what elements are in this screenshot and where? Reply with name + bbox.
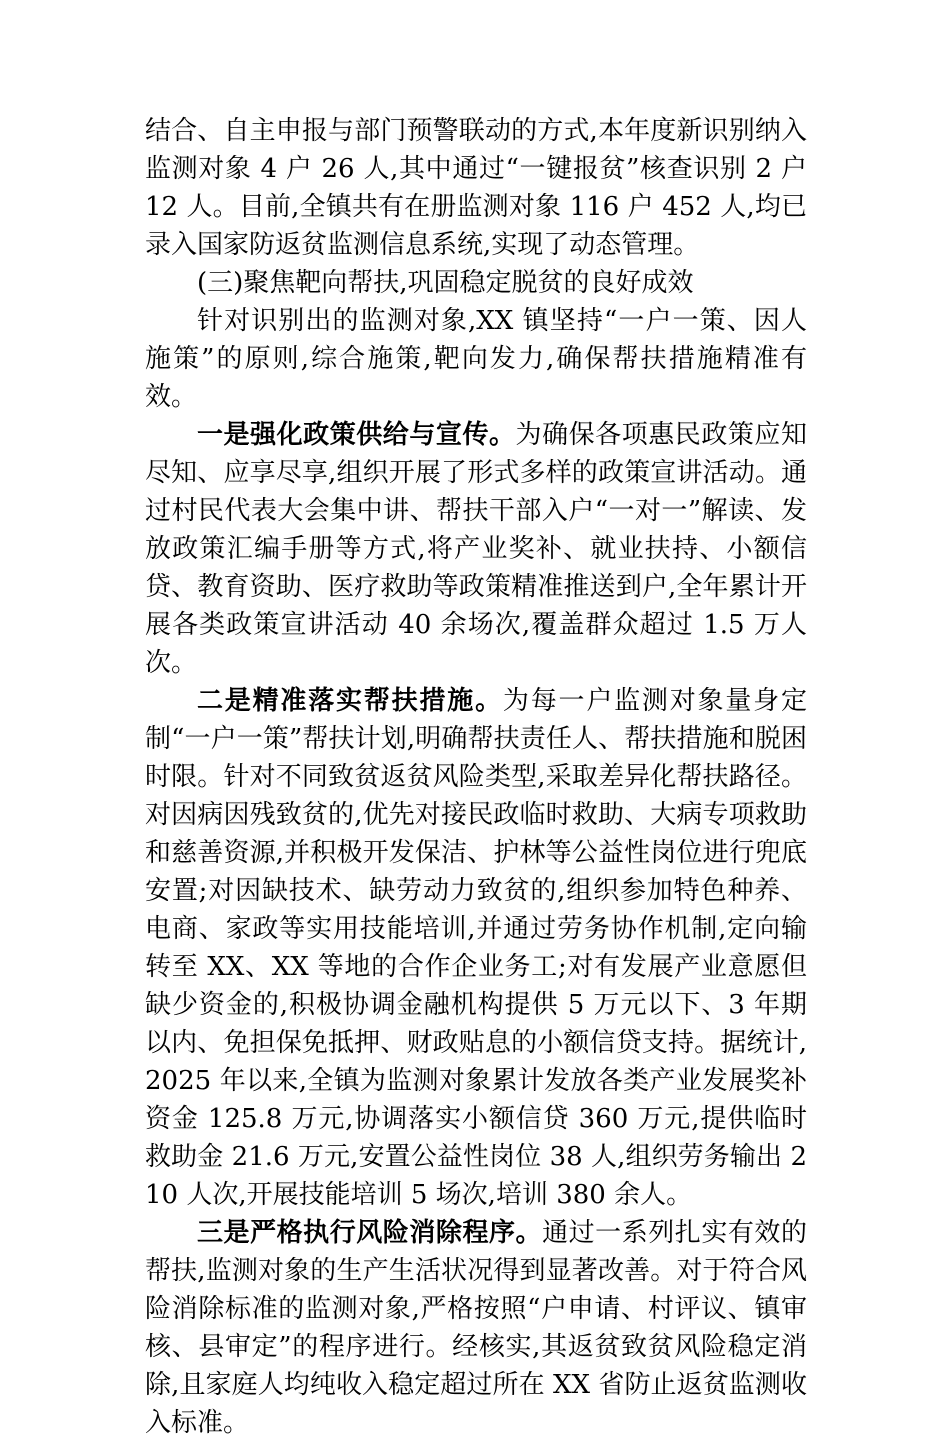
item-3-text: 通过一系列扎实有效的帮扶,监测对象的生产生活状况得到显著改善。对于符合风险消除标准的监测对象,严格按照“户申请、村评议、镇审核、县审定”的程序进行。经核实,其返贫致贫风险稳定消除,且家庭人均纯收入稳定超过所在 XX 省防止返贫监测收入标准。 (145, 1218, 807, 1438)
item-3-title: 三是严格执行风险消除程序。 (197, 1218, 543, 1248)
paragraph-monitoring-summary: 结合、自主申报与部门预警联动的方式,本年度新识别纳入监测对象 4 户 26 人,其中通过“一键报贫”核查识别 2 户 12 人。目前,全镇共有在册监测对象 116 户 452 人,均已录入国家防返贫监测信息系统,实现了动态管理。 (145, 116, 807, 260)
item-1-title: 一是强化政策供给与宣传。 (197, 420, 516, 450)
item-2-title: 二是精准落实帮扶措施。 (197, 686, 503, 716)
item-2-text: 为每一户监测对象量身定制“一户一策”帮扶计划,明确帮扶责任人、帮扶措施和脱困时限。针对不同致贫返贫风险类型,采取差异化帮扶路径。对因病因残致贫的,优先对接民政临时救助、大病专项救助和慈善资源,并积极开发保洁、护林等公益性岗位进行兜底安置;对因缺技术、缺劳动力致贫的,组织参加特色种养、电商、家政等实用技能培训,并通过劳务协作机制,定向输转至 XX、XX 等地的合作企业务工;对有发展产业意愿但缺少资金的,积极协调金融机构提供 5 万元以下、3 年期以内、免担保免抵押、财政贴息的小额信贷支持。据统计,2025 年以来,全镇为监测对象累计发放各类产业发展奖补资金 125.8 万元,协调落实小额信贷 360 万元,提供临时救助金 21.6 万元,安置公益性岗位 38 人,组织劳务输出 210 人次,开展技能培训 5 场次,培训 380 余人。 (145, 686, 807, 1210)
paragraph-principle: 针对识别出的监测对象,XX 镇坚持“一户一策、因人施策”的原则,综合施策,靶向发力,确保帮扶措施精准有效。 (145, 306, 807, 412)
paragraph-item-1 (145, 416, 807, 682)
document-page (145, 112, 807, 1442)
paragraph-item-3 (145, 1214, 807, 1442)
paragraph-item-2 (145, 682, 807, 1214)
section-heading-3: (三)聚焦靶向帮扶,巩固稳定脱贫的良好成效 (197, 268, 694, 298)
item-1-text: 为确保各项惠民政策应知尽知、应享尽享,组织开展了形式多样的政策宣讲活动。通过村民代表大会集中讲、帮扶干部入户“一对一”解读、发放政策汇编手册等方式,将产业奖补、就业扶持、小额信贷、教育资助、医疗救助等政策精准推送到户,全年累计开展各类政策宣讲活动 40 余场次,覆盖群众超过 1.5 万人次。 (145, 420, 807, 678)
